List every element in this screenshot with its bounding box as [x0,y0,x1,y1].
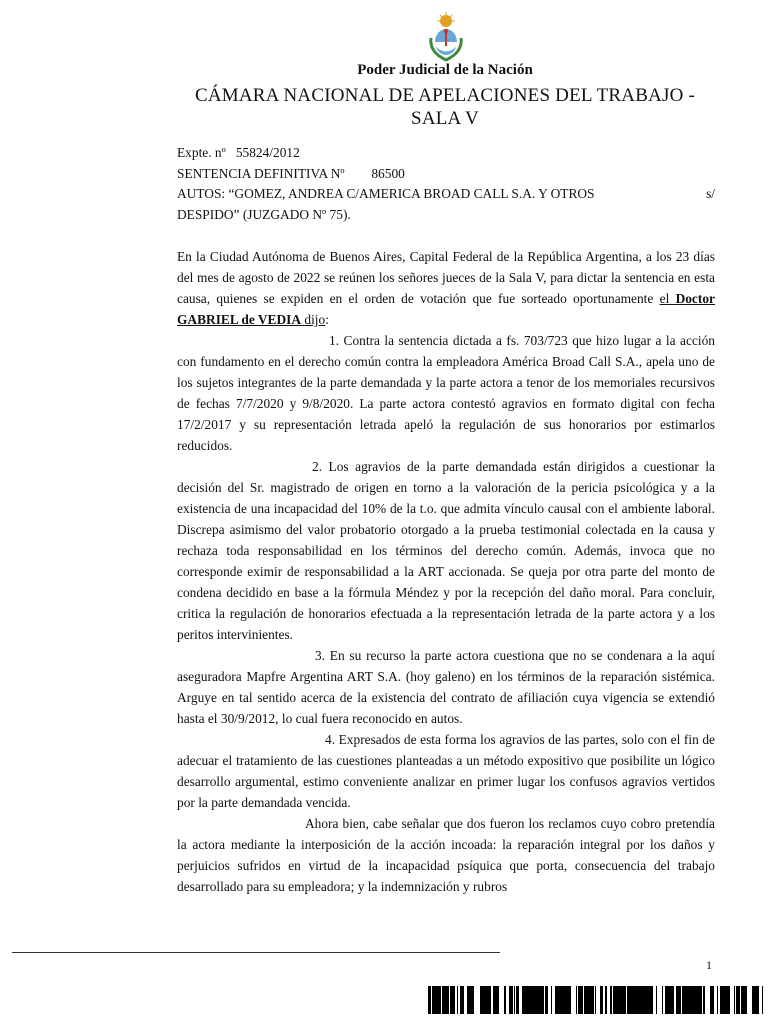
footer-rule [12,952,500,953]
paragraph-3: 3. En su recurso la parte actora cuestiona que no se condenara a la aquí aseguradora Mapfre Argentina ART S.A. (hoy galeno) en los términos de la reparación sistémica. Arguye en tal sentido acerca de la existencia del contrato de afiliación cuya vigencia se extendió hasta el 30/9/2012, lo cual fuera reconocido en autos. [177,648,715,726]
court-title [150,84,740,130]
sentencia-label: SENTENCIA DEFINITIVA Nº [177,165,345,181]
page-number: 1 [706,958,712,972]
intro-paragraph [177,246,715,330]
intro-el: el [659,291,670,306]
expte-row [177,143,715,164]
paragraph-5: Ahora bien, cabe señalar que dos fueron los reclamos cuyo cobro pretendía la actora mediante la interposición de la acción incoada: la reparación integral por los daños y perjuicios sufridos en virtud de la incapacidad psíquica que porta, consecuencia del trabajo desarrollado para su empleadora; y la indemnización y rubros [177,816,715,894]
paragraph-2: 2. Los agravios de la parte demandada están dirigidos a cuestionar la decisión del Sr. magistrado de origen en torno a la valoración de la pericia psicológica y a la existencia de una incapacidad del 10% de la t.o. que admita vínculo causal con el ambiente laboral. Discrepa asimismo del valor probatorio otorgado a la prueba testimonial colectada en la causa y rechaza toda responsabilidad en los términos del derecho común. Además, invoca que no corresponde eximir de responsabilidad a la ART accionada. Se queja por otra parte del monto de condena decidido en base a la fórmula Méndez y por la recepción del daño moral. Para concluir, critica la regulación de honorarios efectuada a la representación letrada de la parte actora y a los peritos intervinientes. [177,459,715,642]
autos-row [177,184,715,205]
header-org: Poder Judicial de la Nación [357,62,533,78]
sentencia-row [177,164,715,185]
expte-value: 55824/2012 [235,145,300,160]
case-metadata [177,143,715,225]
autos-line2: DESPIDO” (JUZGADO Nº 75). [177,206,351,222]
barcode [428,986,764,1014]
paragraph-4: 4. Expresados de esta forma los agravios de las partes, solo con el fin de adecuar el tratamiento de las cuestiones planteadas a un método expositivo que posibilite un lógico desarrollo argumental, estimo conveniente analizar en primer lugar los confusos agravios vertidos por la parte demandada vencida. [177,732,715,810]
autos-title: AUTOS: “GOMEZ, ANDREA C/AMERICA BROAD CALL S.A. Y OTROS [177,186,595,201]
intro-colon: : [325,312,329,327]
intro-text: En la Ciudad Autónoma de Buenos Aires, Capital Federal de la República Argentina, a los 23 días del mes de agosto de 2022 se reúnen los señores jueces de la Sala V, para dictar la sentencia en esta causa, quienes se expiden en el orden de votación que fue sorteado oportunamente [177,249,715,306]
court-title-line2: SALA V [411,108,479,129]
intro-dijo: dijo [304,312,326,327]
paragraph-1: 1. Contra la sentencia dictada a fs. 703/723 que hizo lugar a la acción con fundamento en el derecho común contra la empleadora América Broad Call S.A., apela uno de los sujetos integrantes de la parte demandada y la parte actora a tenor de los memoriales recursivos de fechas 7/7/2020 y 9/8/2020. La parte actora contestó agravios en formato digital con fecha 17/2/2017 y su representación letrada apeló la regulación de sus honorarios por estimarlos reducidos. [177,333,715,453]
court-title-line1: CÁMARA NACIONAL DE APELACIONES DEL TRABAJO - [195,85,695,106]
judge-name: Doctor GABRIEL de VEDIA [177,291,715,327]
coat-of-arms-icon [427,12,465,62]
autos-suffix: s/ [706,186,715,201]
document-body [177,246,715,897]
sentencia-value: 86500 [371,165,405,181]
expte-label: Expte. nº [177,145,226,160]
